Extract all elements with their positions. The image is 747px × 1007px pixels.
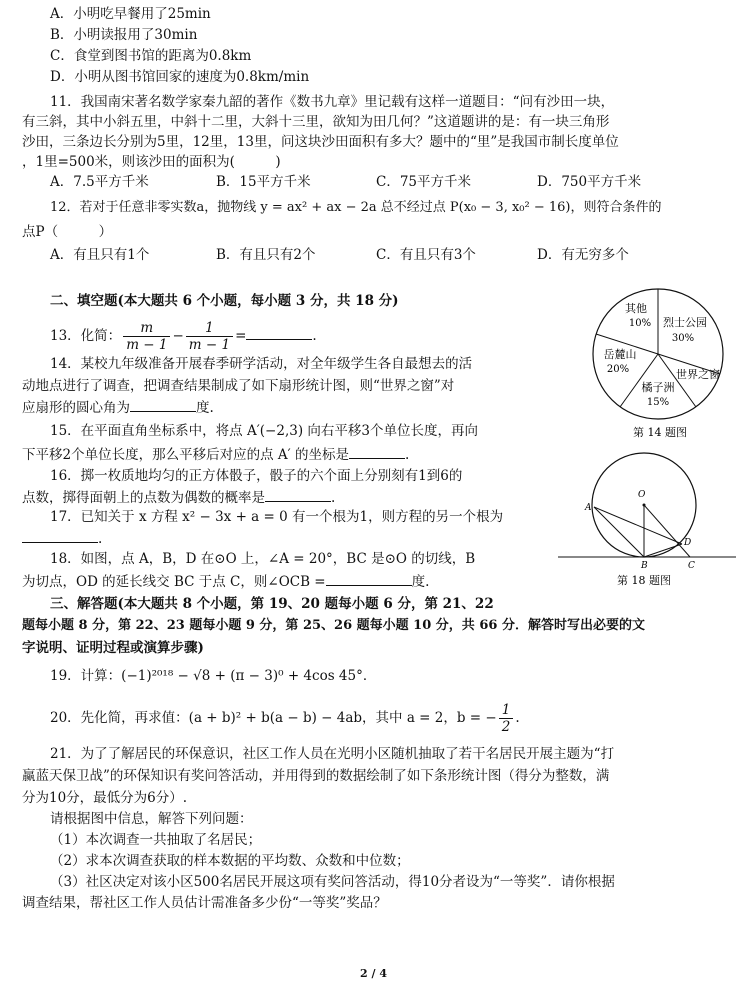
label-d: D	[684, 538, 692, 548]
label-a: A	[585, 503, 592, 513]
q15-line: 下平移2个单位长度，那么平移后对应的点 A′ 的坐标是 .	[22, 444, 409, 465]
q18-line: 为切点，OD 的延长线交 BC 于点 C，则∠OCB = 度.	[22, 571, 429, 592]
segment-ab	[594, 507, 644, 557]
fraction: $\frac{1}{m - 1}$	[186, 320, 233, 353]
answer-blank	[349, 444, 405, 459]
q12-option-b: B．有且只有2个	[216, 247, 316, 263]
section-title: 题每小题 8 分，第 22、23 题每小题 9 分，第 25、26 题每小题 10 分，共 66 分．解答时写出必要的文	[22, 618, 645, 633]
fraction: $\frac{m}{m - 1}$	[123, 320, 170, 353]
q15-line: 15．在平面直角坐标系中，将点 A′(−2,3) 向右平移3个单位长度，再向	[50, 423, 478, 439]
answer-blank	[326, 571, 412, 586]
slice-pct-yuelu: 20%	[606, 364, 630, 375]
slice-pct-orange-isle: 15%	[646, 397, 670, 408]
q21-subquestion: 调查结果，帮社区工作人员估计需准备多少份“一等奖”奖品？	[22, 895, 387, 911]
geometry-figure	[558, 450, 738, 590]
q11-option-c: C．75平方千米	[376, 174, 472, 190]
slice-label-yuelu: 岳麓山	[603, 348, 637, 361]
q21-line: 分为10分，最低分为6分）.	[22, 790, 188, 806]
q16-line: 点数，掷得面朝上的点数为偶数的概率是 .	[22, 487, 335, 508]
fraction: $\frac{1}{2}$	[499, 702, 514, 735]
segment-bd	[644, 544, 682, 557]
q11-line: 沙田，三条边长分别为5里，12里，13里，问这块沙田面积有多大？题中的“里”是我国市制长度单位	[22, 134, 619, 150]
q21-line: 赢蓝天保卫战”的环保知识有奖问答活动，并用得到的数据绘制了如下条形统计图（得分为整数，满	[22, 768, 610, 784]
q10-option-c: C．食堂到图书馆的距离为0.8km	[50, 48, 252, 64]
q14-line: 应扇形的圆心角为 度.	[22, 397, 214, 418]
q10-option-a: A．小明吃早餐用了25min	[50, 6, 211, 22]
slice-label-martyrs-park: 烈士公园	[663, 316, 707, 329]
q21-line: 21．为了了解居民的环保意识，社区工作人员在光明小区随机抽取了若干名居民开展主题为“打	[50, 746, 615, 762]
section-title: 字说明、证明过程或演算步骤)	[22, 640, 204, 656]
q12-line: 12．若对于任意非零实数a，抛物线 y = ax² + ax − 2a 总不经过点 P(x₀ − 3, x₀² − 16)，则符合条件的	[50, 200, 662, 215]
q14-line: 14．某校九年级准备开展春季研学活动，对全年级学生各自最想去的活	[50, 356, 473, 372]
pie-chart-figure	[590, 286, 730, 446]
slice-pct-martyrs-park: 30%	[671, 333, 695, 344]
q11-line: 有三斜，其中小斜五里，中斜十二里，大斜十三里，欲知为田几何？”这道题讲的是：有一块三角形	[22, 114, 610, 130]
q17-line: .	[22, 528, 102, 549]
q21-subquestion: （2）求本次调查获取的样本数据的平均数、众数和中位数；	[50, 853, 410, 869]
q12-option-d: D．有无穷多个	[537, 247, 629, 263]
slice-pct-other: 10%	[628, 318, 652, 329]
q19-line: 19．计算：(−1)²⁰¹⁸ − √8 + (π − 3)⁰ + 4cos 45°．	[50, 668, 377, 684]
q12-option-c: C．有且只有3个	[376, 247, 476, 263]
q10-option-d: D．小明从图书馆回家的速度为0.8km/min	[50, 69, 310, 85]
figure-caption: 第 18 题图	[617, 574, 671, 587]
q20-line: 20．先化简，再求值：(a + b)² + b(a − b) − 4ab，其中 a = 2，b = − $\frac{1}{2}$ .	[50, 702, 520, 735]
figure-caption: 第 14 题图	[633, 426, 687, 439]
answer-blank	[130, 397, 196, 412]
q21-line: 请根据图中信息，解答下列问题：	[50, 811, 253, 827]
q11-option-d: D．750平方千米	[537, 174, 642, 190]
q10-option-b: B．小明读报用了30min	[50, 27, 198, 43]
section-title: 二、填空题(本大题共 6 个小题，每小题 3 分，共 18 分)	[50, 293, 399, 309]
slice-label-other: 其他	[625, 302, 647, 315]
center-point	[643, 504, 646, 507]
label-b: B	[641, 561, 648, 571]
q11-option-b: B．15平方千米	[216, 174, 311, 190]
answer-blank	[22, 528, 98, 543]
q13-prefix: 13．化简：	[50, 328, 122, 344]
q13-line: 13．化简： $\frac{m}{m - 1}$ − $\frac{1}{m - 1}$ = .	[50, 320, 317, 353]
q11-line: ，1里=500米，则该沙田的面积为( )	[22, 154, 281, 170]
slice-label-window-of-world: 世界之窗	[676, 368, 720, 381]
answer-blank	[265, 487, 331, 502]
q11-option-a: A．7.5平方千米	[50, 174, 149, 190]
q16-line: 16．掷一枚质地均匀的正方体骰子，骰子的六个面上分别刻有1到6的	[50, 468, 463, 484]
q14-line: 动地点进行了调查，把调查结果制成了如下扇形统计图，则“世界之窗”对	[22, 378, 455, 394]
page-number: 2 / 4	[360, 967, 387, 980]
q12-option-a: A．有且只有1个	[50, 247, 150, 263]
label-o: O	[638, 490, 646, 500]
q11-line: 11．我国南宋著名数学家秦九韶的著作《数书九章》里记载有这样一道题目：“问有沙田一块，	[50, 94, 615, 110]
q21-subquestion: （1）本次调查一共抽取了名居民；	[50, 832, 262, 848]
q12-line: 点P（ ）	[22, 224, 113, 240]
segment-ad	[594, 507, 682, 544]
answer-blank	[246, 325, 312, 340]
q18-line: 18．如图，点 A，B，D 在⊙O 上，∠A = 20°，BC 是⊙O 的切线，B	[50, 551, 476, 567]
label-c: C	[688, 561, 695, 571]
slice-label-orange-isle: 橘子洲	[641, 381, 675, 394]
q21-subquestion: （3）社区决定对该小区500名居民开展这项有奖问答活动，得10分者设为“一等奖”．请你根据	[50, 874, 615, 890]
section-title: 三、解答题(本大题共 8 个小题，第 19、20 题每小题 6 分，第 21、22	[50, 596, 494, 612]
q17-line: 17．已知关于 x 方程 x² − 3x + a = 0 有一个根为1，则方程的另一个根为	[50, 509, 504, 525]
